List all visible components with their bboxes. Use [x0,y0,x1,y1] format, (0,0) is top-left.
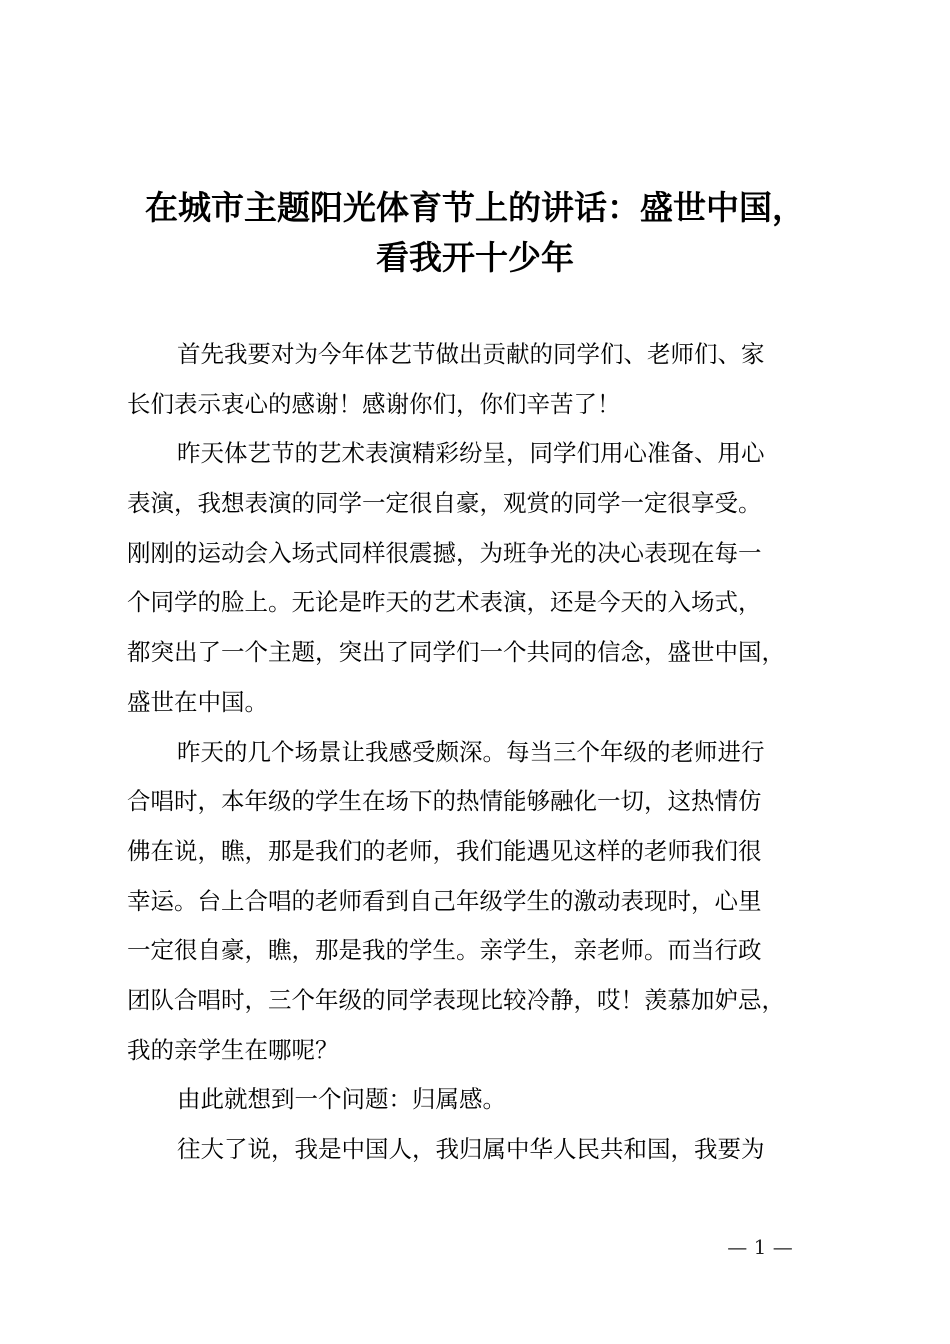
body-line: 一定很自豪，瞧，那是我的学生。亲学生，亲老师。而当行政 [127,936,762,965]
title-line-2: 看我开十少年 [376,238,574,277]
body-line: 刚刚的运动会入场式同样很震撼，为班争光的决心表现在每一 [127,538,762,567]
body-line: 表演，我想表演的同学一定很自豪，观赏的同学一定很享受。 [127,489,762,518]
body-line: 昨天的几个场景让我感受颇深。每当三个年级的老师进行 [177,737,765,766]
body-line: 往大了说，我是中国人，我归属中华人民共和国，我要为 [177,1135,765,1163]
body-line: 盛世在中国。 [127,687,268,716]
body-line: 我的亲学生在哪呢？ [127,1035,339,1064]
body-line: 合唱时，本年级的学生在场下的热情能够融化一切，这热情仿 [127,787,762,816]
title-line-1: 在城市主题阳光体育节上的讲话：盛世中国， [145,188,805,227]
document-body [127,330,862,1175]
body-line: 佛在说，瞧，那是我们的老师，我们能遇见这样的老师我们很 [127,836,762,865]
page-number: — 1 — [727,1235,793,1259]
body-line: 幸运。台上合唱的老师看到自己年级学生的激动表现时，心里 [127,886,762,915]
body-line: 首先我要对为今年体艺节做出贡献的同学们、老师们、家 [177,340,765,368]
body-line: 昨天体艺节的艺术表演精彩纷呈，同学们用心准备、用心 [177,439,765,468]
body-line: 由此就想到一个问题：归属感。 [177,1085,506,1114]
body-line: 都突出了一个主题，突出了同学们一个共同的信念，盛世中国， [127,638,785,667]
document-title [100,183,850,283]
body-line: 个同学的脸上。无论是昨天的艺术表演，还是今天的入场式， [127,588,762,617]
body-line: 团队合唱时，三个年级的同学表现比较冷静，哎！羡慕加妒忌， [127,985,785,1014]
body-line: 长们表示衷心的感谢！感谢你们，你们辛苦了！ [127,389,621,418]
